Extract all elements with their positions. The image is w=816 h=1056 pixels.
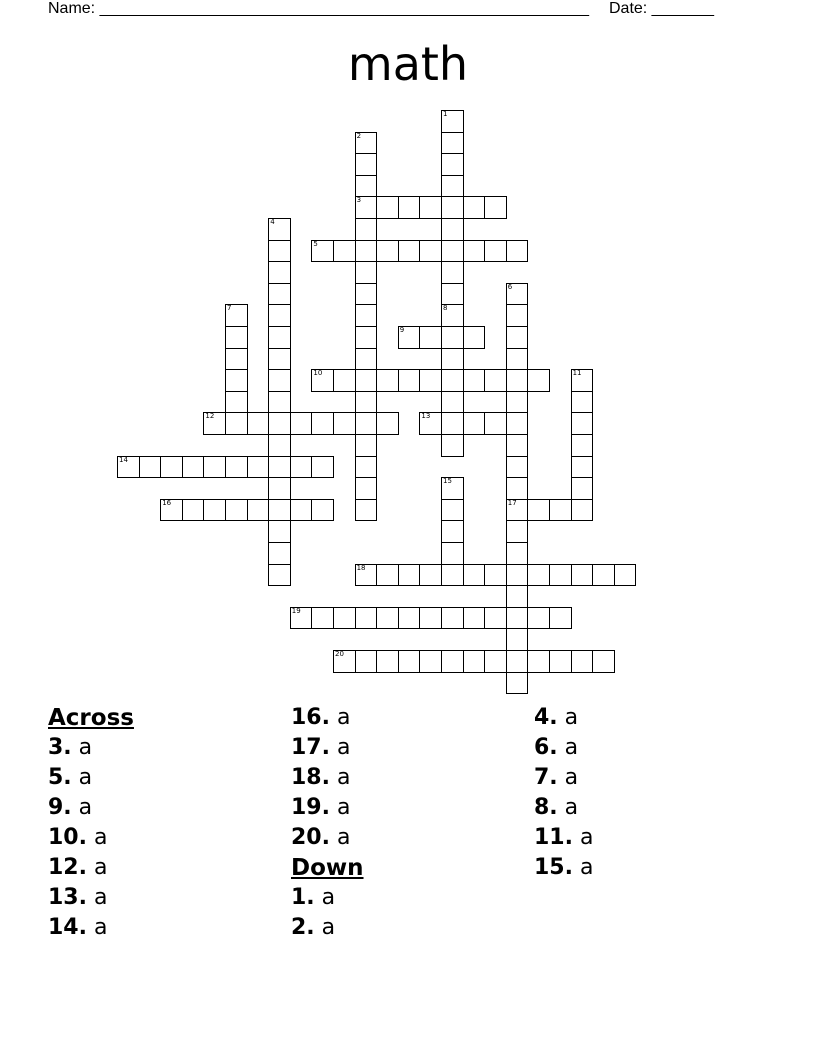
grid-cell[interactable] [160, 499, 183, 522]
grid-cell[interactable] [290, 499, 313, 522]
grid-cell[interactable] [268, 520, 291, 543]
date-blank[interactable]: _______ [647, 0, 714, 17]
clue-text: a [329, 795, 351, 820]
grid-cell[interactable] [268, 412, 291, 435]
grid-cell[interactable] [506, 520, 529, 543]
grid-cell[interactable] [268, 304, 291, 327]
clue-number-label: 1. [291, 885, 315, 910]
grid-cell[interactable] [247, 456, 270, 479]
grid-cell[interactable] [549, 564, 572, 587]
grid-cell[interactable] [463, 240, 486, 263]
down-clue [534, 703, 764, 733]
date-label: Date: [608, 0, 648, 17]
grid-cell[interactable] [441, 175, 464, 198]
grid-cell[interactable] [225, 456, 248, 479]
grid-cell[interactable] [441, 110, 464, 133]
grid-cell[interactable] [333, 650, 356, 673]
grid-cell[interactable] [419, 412, 442, 435]
clue-number-label: 6. [534, 735, 558, 760]
grid-cell[interactable] [290, 412, 313, 435]
clue-number: 10 [313, 369, 323, 378]
grid-cell[interactable] [506, 283, 529, 306]
grid-cell[interactable] [441, 564, 464, 587]
grid-cell[interactable] [463, 650, 486, 673]
clue-text: a [314, 915, 336, 940]
clue-number-label: 17. [291, 735, 330, 760]
grid-cell[interactable] [571, 391, 594, 414]
grid-cell[interactable] [311, 369, 334, 392]
across-clue [48, 853, 278, 883]
grid-cell[interactable] [376, 650, 399, 673]
grid-cell[interactable] [333, 607, 356, 630]
grid-cell[interactable] [506, 672, 529, 695]
grid-cell[interactable] [398, 369, 421, 392]
clue-text: a [557, 735, 579, 760]
across-clue [291, 823, 521, 853]
grid-cell[interactable] [441, 153, 464, 176]
grid-cell[interactable] [203, 456, 226, 479]
clue-number: 7 [227, 304, 232, 313]
grid-cell[interactable] [571, 434, 594, 457]
grid-cell[interactable] [441, 196, 464, 219]
grid-cell[interactable] [290, 456, 313, 479]
clue-number: 12 [205, 412, 215, 421]
across-clue [291, 703, 521, 733]
clue-number: 8 [443, 304, 448, 313]
grid-cell[interactable] [484, 412, 507, 435]
clue-number-label: 19. [291, 795, 330, 820]
grid-cell[interactable] [311, 412, 334, 435]
grid-cell[interactable] [463, 607, 486, 630]
grid-cell[interactable] [571, 564, 594, 587]
grid-cell[interactable] [419, 240, 442, 263]
grid-cell[interactable] [247, 412, 270, 435]
clue-number-label: 8. [534, 795, 558, 820]
grid-cell[interactable] [268, 326, 291, 349]
clue-number: 15 [443, 477, 452, 486]
grid-cell[interactable] [463, 196, 486, 219]
grid-cell[interactable] [268, 240, 291, 263]
grid-cell[interactable] [506, 650, 529, 673]
clue-number: 3 [356, 196, 362, 205]
clue-text: a [71, 765, 93, 790]
clue-text: a [329, 765, 351, 790]
grid-cell[interactable] [268, 218, 291, 241]
grid-cell[interactable] [571, 650, 594, 673]
grid-cell[interactable] [441, 369, 464, 392]
grid-cell[interactable] [484, 240, 507, 263]
grid-cell[interactable] [268, 542, 291, 565]
grid-cell[interactable] [311, 456, 334, 479]
grid-cell[interactable] [355, 218, 378, 241]
grid-cell[interactable] [506, 456, 529, 479]
grid-cell[interactable] [571, 456, 594, 479]
clue-number-label: 4. [534, 705, 558, 730]
clue-text: a [86, 825, 108, 850]
clue-number-label: 7. [534, 765, 558, 790]
grid-cell[interactable] [398, 650, 421, 673]
grid-cell[interactable] [506, 628, 529, 651]
grid-cell[interactable] [441, 240, 464, 263]
grid-cell[interactable] [549, 607, 572, 630]
grid-cell[interactable] [182, 499, 205, 522]
grid-cell[interactable] [441, 326, 464, 349]
grid-cell[interactable] [398, 326, 421, 349]
name-label: Name: [48, 0, 96, 17]
clue-number: 2 [356, 131, 362, 140]
grid-cell[interactable] [355, 369, 378, 392]
grid-cell[interactable] [506, 240, 529, 263]
grid-cell[interactable] [419, 326, 442, 349]
clue-number-label: 3. [48, 735, 72, 760]
clue-number-label: 14. [48, 915, 87, 940]
down-heading: Down [291, 855, 364, 881]
grid-cell[interactable] [419, 564, 442, 587]
clue-number-label: 10. [48, 825, 87, 850]
across-clue [48, 733, 278, 763]
across-clue [48, 823, 278, 853]
grid-cell[interactable] [592, 650, 615, 673]
grid-cell[interactable] [441, 434, 464, 457]
clue-number: 18 [356, 563, 366, 572]
grid-cell[interactable] [571, 477, 594, 500]
across-clue [48, 763, 278, 793]
clue-number: 17 [507, 498, 517, 507]
down-clue [534, 853, 764, 883]
grid-cell[interactable] [571, 369, 594, 392]
grid-cell[interactable] [355, 456, 378, 479]
grid-cell[interactable] [376, 369, 399, 392]
grid-cell[interactable] [225, 499, 248, 522]
clue-number: 5 [313, 239, 318, 248]
grid-cell[interactable] [139, 456, 162, 479]
grid-cell[interactable] [225, 348, 248, 371]
grid-cell[interactable] [355, 283, 378, 306]
grid-cell[interactable] [247, 499, 270, 522]
grid-cell[interactable] [506, 477, 529, 500]
across-clue [48, 793, 278, 823]
grid-cell[interactable] [268, 456, 291, 479]
grid-cell[interactable] [549, 499, 572, 522]
grid-cell[interactable] [355, 412, 378, 435]
clue-number: 13 [421, 412, 431, 421]
grid-cell[interactable] [355, 650, 378, 673]
grid-cell[interactable] [376, 240, 399, 263]
grid-cell[interactable] [290, 607, 313, 630]
grid-cell[interactable] [355, 434, 378, 457]
down-clue [534, 733, 764, 763]
grid-cell[interactable] [441, 499, 464, 522]
clue-number: 20 [335, 650, 344, 658]
grid-cell[interactable] [441, 283, 464, 306]
grid-cell[interactable] [333, 412, 356, 435]
clue-text: a [572, 855, 594, 880]
clue-column-1 [48, 703, 278, 943]
grid-cell[interactable] [441, 218, 464, 241]
grid-cell[interactable] [355, 153, 378, 176]
grid-cell[interactable] [463, 412, 486, 435]
grid-cell[interactable] [225, 391, 248, 414]
clue-number: 11 [572, 369, 582, 378]
clue-text: a [329, 735, 351, 760]
grid-cell[interactable] [355, 326, 378, 349]
clue-number-label: 12. [48, 855, 87, 880]
name-blank[interactable]: _______________________________________________________ [95, 0, 589, 17]
grid-cell[interactable] [484, 607, 507, 630]
down-clue [534, 793, 764, 823]
clue-text: a [86, 855, 108, 880]
grid-cell[interactable] [441, 391, 464, 414]
clue-number-label: 2. [291, 915, 315, 940]
grid-cell[interactable] [225, 326, 248, 349]
grid-cell[interactable] [441, 477, 464, 500]
grid-cell[interactable] [355, 132, 378, 155]
grid-cell[interactable] [484, 564, 507, 587]
grid-cell[interactable] [506, 412, 529, 435]
clue-column-3 [534, 703, 764, 883]
grid-cell[interactable] [506, 607, 529, 630]
clue-text: a [557, 705, 579, 730]
grid-cell[interactable] [268, 434, 291, 457]
down-clue [291, 913, 521, 943]
grid-cell[interactable] [355, 607, 378, 630]
grid-cell[interactable] [441, 607, 464, 630]
grid-cell[interactable] [203, 412, 226, 435]
clue-number-label: 5. [48, 765, 72, 790]
grid-cell[interactable] [355, 261, 378, 284]
grid-cell[interactable] [463, 564, 486, 587]
grid-cell[interactable] [506, 434, 529, 457]
grid-cell[interactable] [117, 456, 140, 479]
clue-number-label: 13. [48, 885, 87, 910]
grid-cell[interactable] [376, 196, 399, 219]
across-clue [48, 913, 278, 943]
grid-cell[interactable] [268, 477, 291, 500]
clue-text: a [329, 705, 351, 730]
clue-number-label: 15. [534, 855, 573, 880]
clue-number-label: 20. [291, 825, 330, 850]
clue-number-label: 18. [291, 765, 330, 790]
clue-text: a [557, 795, 579, 820]
grid-cell[interactable] [268, 261, 291, 284]
grid-cell[interactable] [549, 650, 572, 673]
grid-cell[interactable] [441, 412, 464, 435]
across-clue [291, 793, 521, 823]
clue-text: a [572, 825, 594, 850]
clue-number: 9 [399, 326, 405, 334]
grid-cell[interactable] [160, 456, 183, 479]
grid-cell[interactable] [311, 607, 334, 630]
grid-cell[interactable] [527, 607, 550, 630]
clue-number-label: 9. [48, 795, 72, 820]
clue-number: 16 [162, 498, 172, 507]
across-heading: Across [48, 705, 134, 731]
grid-cell[interactable] [527, 369, 550, 392]
grid-cell[interactable] [527, 650, 550, 673]
grid-cell[interactable] [484, 650, 507, 673]
grid-cell[interactable] [355, 240, 378, 263]
grid-cell[interactable] [268, 391, 291, 414]
clue-text: a [314, 885, 336, 910]
clue-text: a [557, 765, 579, 790]
grid-cell[interactable] [398, 564, 421, 587]
grid-cell[interactable] [506, 304, 529, 327]
grid-cell[interactable] [441, 542, 464, 565]
grid-cell[interactable] [419, 369, 442, 392]
grid-cell[interactable] [506, 369, 529, 392]
grid-cell[interactable] [355, 477, 378, 500]
grid-cell[interactable] [571, 412, 594, 435]
clue-column-2 [291, 703, 521, 943]
clue-text: a [86, 885, 108, 910]
clue-number: 14 [119, 455, 128, 464]
grid-cell[interactable] [398, 196, 421, 219]
grid-cell[interactable] [398, 240, 421, 263]
grid-cell[interactable] [506, 564, 529, 587]
puzzle-title: math [347, 37, 469, 91]
down-clue [534, 763, 764, 793]
grid-cell[interactable] [506, 585, 529, 608]
grid-cell[interactable] [506, 391, 529, 414]
grid-cell[interactable] [311, 499, 334, 522]
grid-cell[interactable] [463, 369, 486, 392]
grid-cell[interactable] [419, 650, 442, 673]
grid-cell[interactable] [484, 196, 507, 219]
grid-cell[interactable] [225, 412, 248, 435]
grid-cell[interactable] [376, 607, 399, 630]
grid-cell[interactable] [441, 348, 464, 371]
clue-number-label: 16. [291, 705, 330, 730]
grid-cell[interactable] [506, 542, 529, 565]
grid-cell[interactable] [355, 348, 378, 371]
grid-cell[interactable] [355, 175, 378, 198]
grid-cell[interactable] [441, 650, 464, 673]
grid-cell[interactable] [441, 304, 464, 327]
grid-cell[interactable] [355, 564, 378, 587]
grid-cell[interactable] [182, 456, 205, 479]
grid-cell[interactable] [333, 369, 356, 392]
grid-cell[interactable] [506, 326, 529, 349]
grid-cell[interactable] [506, 499, 529, 522]
grid-cell[interactable] [592, 564, 615, 587]
grid-cell[interactable] [527, 564, 550, 587]
grid-cell[interactable] [268, 564, 291, 587]
grid-cell[interactable] [311, 240, 334, 263]
grid-cell[interactable] [614, 564, 637, 587]
grid-cell[interactable] [333, 240, 356, 263]
grid-cell[interactable] [376, 564, 399, 587]
grid-cell[interactable] [419, 196, 442, 219]
down-clue [291, 883, 521, 913]
clue-text: a [329, 825, 351, 850]
across-clue [48, 883, 278, 913]
grid-cell[interactable] [441, 520, 464, 543]
grid-cell[interactable] [376, 412, 399, 435]
grid-cell[interactable] [268, 348, 291, 371]
grid-cell[interactable] [419, 607, 442, 630]
across-clue [291, 733, 521, 763]
grid-cell[interactable] [268, 369, 291, 392]
grid-cell[interactable] [268, 283, 291, 306]
clue-number: 4 [270, 218, 275, 226]
clue-number: 1 [443, 110, 448, 118]
clue-number-label: 11. [534, 825, 573, 850]
clue-number: 6 [507, 282, 513, 291]
grid-cell[interactable] [355, 196, 378, 219]
grid-cell[interactable] [398, 607, 421, 630]
grid-cell[interactable] [355, 304, 378, 327]
clue-number: 19 [291, 606, 301, 615]
clue-text: a [86, 915, 108, 940]
grid-cell[interactable] [203, 499, 226, 522]
clue-text: a [71, 795, 93, 820]
grid-cell[interactable] [441, 261, 464, 284]
grid-cell[interactable] [355, 391, 378, 414]
grid-cell[interactable] [225, 304, 248, 327]
grid-cell[interactable] [268, 499, 291, 522]
grid-cell[interactable] [441, 132, 464, 155]
grid-cell[interactable] [506, 348, 529, 371]
across-clue [291, 763, 521, 793]
grid-cell[interactable] [571, 499, 594, 522]
grid-cell[interactable] [527, 499, 550, 522]
grid-cell[interactable] [484, 369, 507, 392]
down-clue [534, 823, 764, 853]
clue-text: a [71, 735, 93, 760]
grid-cell[interactable] [463, 326, 486, 349]
grid-cell[interactable] [355, 499, 378, 522]
grid-cell[interactable] [225, 369, 248, 392]
